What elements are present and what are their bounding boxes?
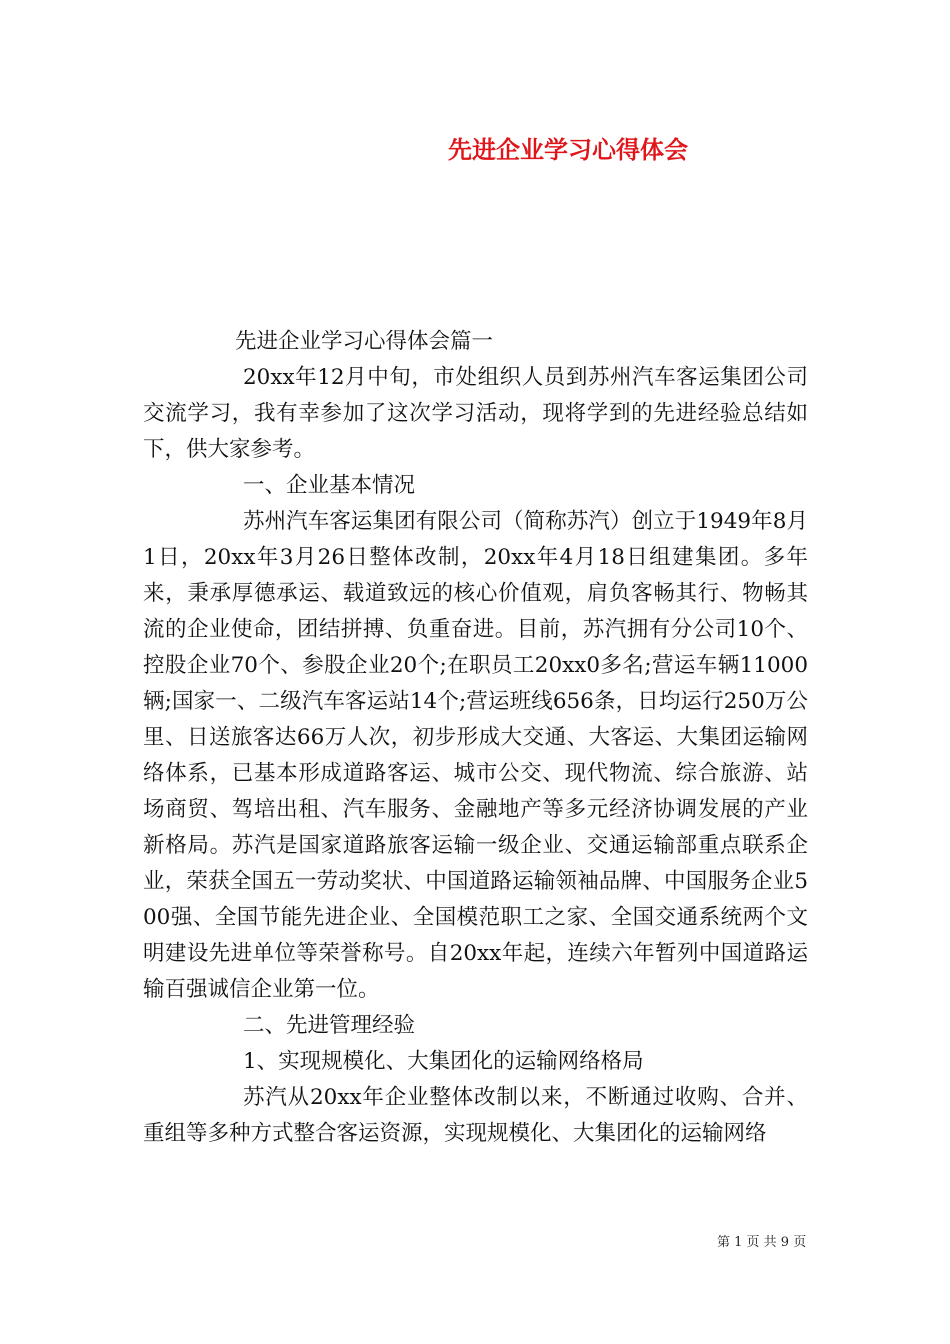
document-body <box>143 324 808 1152</box>
company-overview-paragraph: 苏州汽车客运集团有限公司（简称苏汽）创立于1949年8月1日，20xx年3月26日整体改制，20xx年4月18日组建集团。多年来，秉承厚德承运、载道致远的核心价值观，肩负客畅其行、物畅其流的企业使命，团结拼搏、负重奋进。目前，苏汽拥有分公司10个、控股企业70个、参股企业20个;在职员工20xx0多名;营运车辆11000辆;国家一、二级汽车客运站14个;营运班线656条，日均运行250万公里、日送旅客达66万人次，初步形成大交通、大客运、大集团运输网络体系，已基本形成道路客运、城市公交、现代物流、综合旅游、站场商贸、驾培出租、汽车服务、金融地产等多元经济协调发展的产业新格局。苏汽是国家道路旅客运输一级企业、交通运输部重点联系企业，荣获全国五一劳动奖状、中国道路运输领袖品牌、中国服务企业500强、全国节能先进企业、全国模范职工之家、全国交通系统两个文明建设先进单位等荣誉称号。自20xx年起，连续六年暂列中国道路运输百强诚信企业第一位。 <box>143 509 808 1002</box>
document-title: 先进企业学习心得体会 <box>448 135 688 164</box>
heading-company-overview: 一、企业基本情况 <box>243 473 416 498</box>
subheading-network-layout: 1、实现规模化、大集团化的运输网络格局 <box>243 1049 644 1074</box>
heading-management-experience: 二、先进管理经验 <box>243 1013 416 1038</box>
intro-paragraph: 20xx年12月中旬，市处组织人员到苏州汽车客运集团公司交流学习，我有幸参加了这次学习活动，现将学到的先进经验总结如下，供大家参考。 <box>143 365 808 462</box>
page-footer: 第 1 页 共 9 页 <box>717 1235 807 1250</box>
section-heading-part-one: 先进企业学习心得体会篇一 <box>235 329 494 354</box>
network-layout-paragraph: 苏汽从20xx年企业整体改制以来，不断通过收购、合并、重组等多种方式整合客运资源，实现规模化、大集团化的运输网络 <box>143 1085 808 1146</box>
